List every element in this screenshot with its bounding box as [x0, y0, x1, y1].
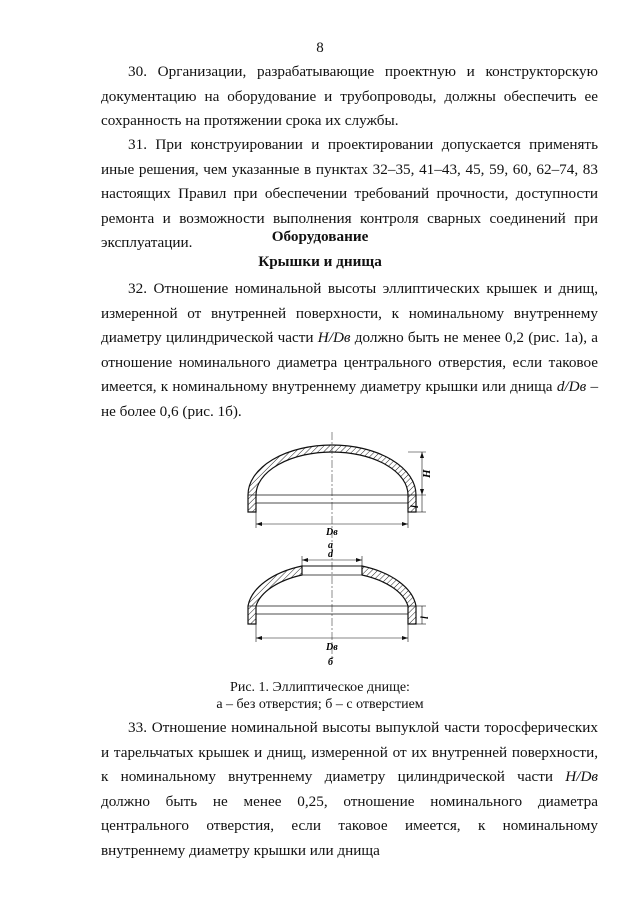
- subsection-heading: Крышки и днища: [258, 253, 382, 270]
- label-sub-b: б: [328, 657, 333, 668]
- paragraph-32: [101, 277, 598, 425]
- p32-text-1: 32. Отношение номинальной высоты эллиптических крышек и днищ, измеренной от внутренней поверхности, к номинальному внутреннему диаметру цилиндрической части: [101, 280, 598, 347]
- label-h: H: [421, 469, 433, 478]
- formula-h-d-33: H/Dв: [565, 768, 599, 786]
- p32-text-3: – не более 0,6 (рис. 1б).: [101, 378, 599, 420]
- label-sub-a: а: [328, 540, 333, 550]
- paragraph-30: 30. Организации, разрабатывающие проектную и конструкторскую документацию на оборудование и трубопроводы, должны обеспечить ее сохранность на протяжении срока их службы.: [101, 63, 598, 130]
- p32-text-2: должно быть не менее 0,2 (рис. 1а), а отношение номинального диаметра центрального отверстия, если таковое имеется, к номинальному внутреннему диаметру крышки или днища: [101, 329, 598, 396]
- formula-h-d: H/Dв: [317, 329, 351, 347]
- label-d: d: [328, 549, 333, 560]
- elliptical-head-with-hole-drawing: [230, 548, 440, 670]
- figure-b: [230, 548, 440, 670]
- figure-a: [230, 432, 440, 550]
- section-heading: Оборудование: [271, 228, 369, 245]
- label-l-b: l: [420, 616, 431, 619]
- figure-caption: [0, 679, 640, 713]
- p33-text-2: должно быть не менее 0,25, отношение номинального диаметра центрального отверстия, если таковое имеется, к номинальному внутреннему диаметру крышки или днища: [101, 792, 598, 859]
- p33-text-1: 33. Отношение номинальной высоты выпуклой части торосферических и тарельчатых крышек и днищ, измеренной от их внутренней поверхности, к номинальному внутреннему диаметру цилиндрической части: [101, 719, 598, 786]
- label-dv-b: Dв: [326, 642, 338, 653]
- caption-line-1: Рис. 1. Эллиптическое днище:: [230, 680, 410, 695]
- elliptical-head-drawing: [230, 432, 440, 550]
- paragraph-31: 31. При конструировании и проектировании допускается применять иные решения, чем указанные в пунктах 32–35, 41–43, 45, 59, 60, 62–74, 83 настоящих Правил при обеспечении требований прочности, доступности ремонта и возможности выполнения контроля сварных соединений при эксплуатации.: [101, 136, 598, 252]
- formula-d-d: d/Dв: [556, 378, 587, 396]
- label-dv: Dв: [326, 527, 338, 538]
- label-l: l: [410, 505, 421, 508]
- caption-line-2: а – без отверстия; б – с отверстием: [216, 697, 424, 712]
- paragraph-33: [101, 716, 598, 864]
- page-number: 8: [316, 40, 324, 56]
